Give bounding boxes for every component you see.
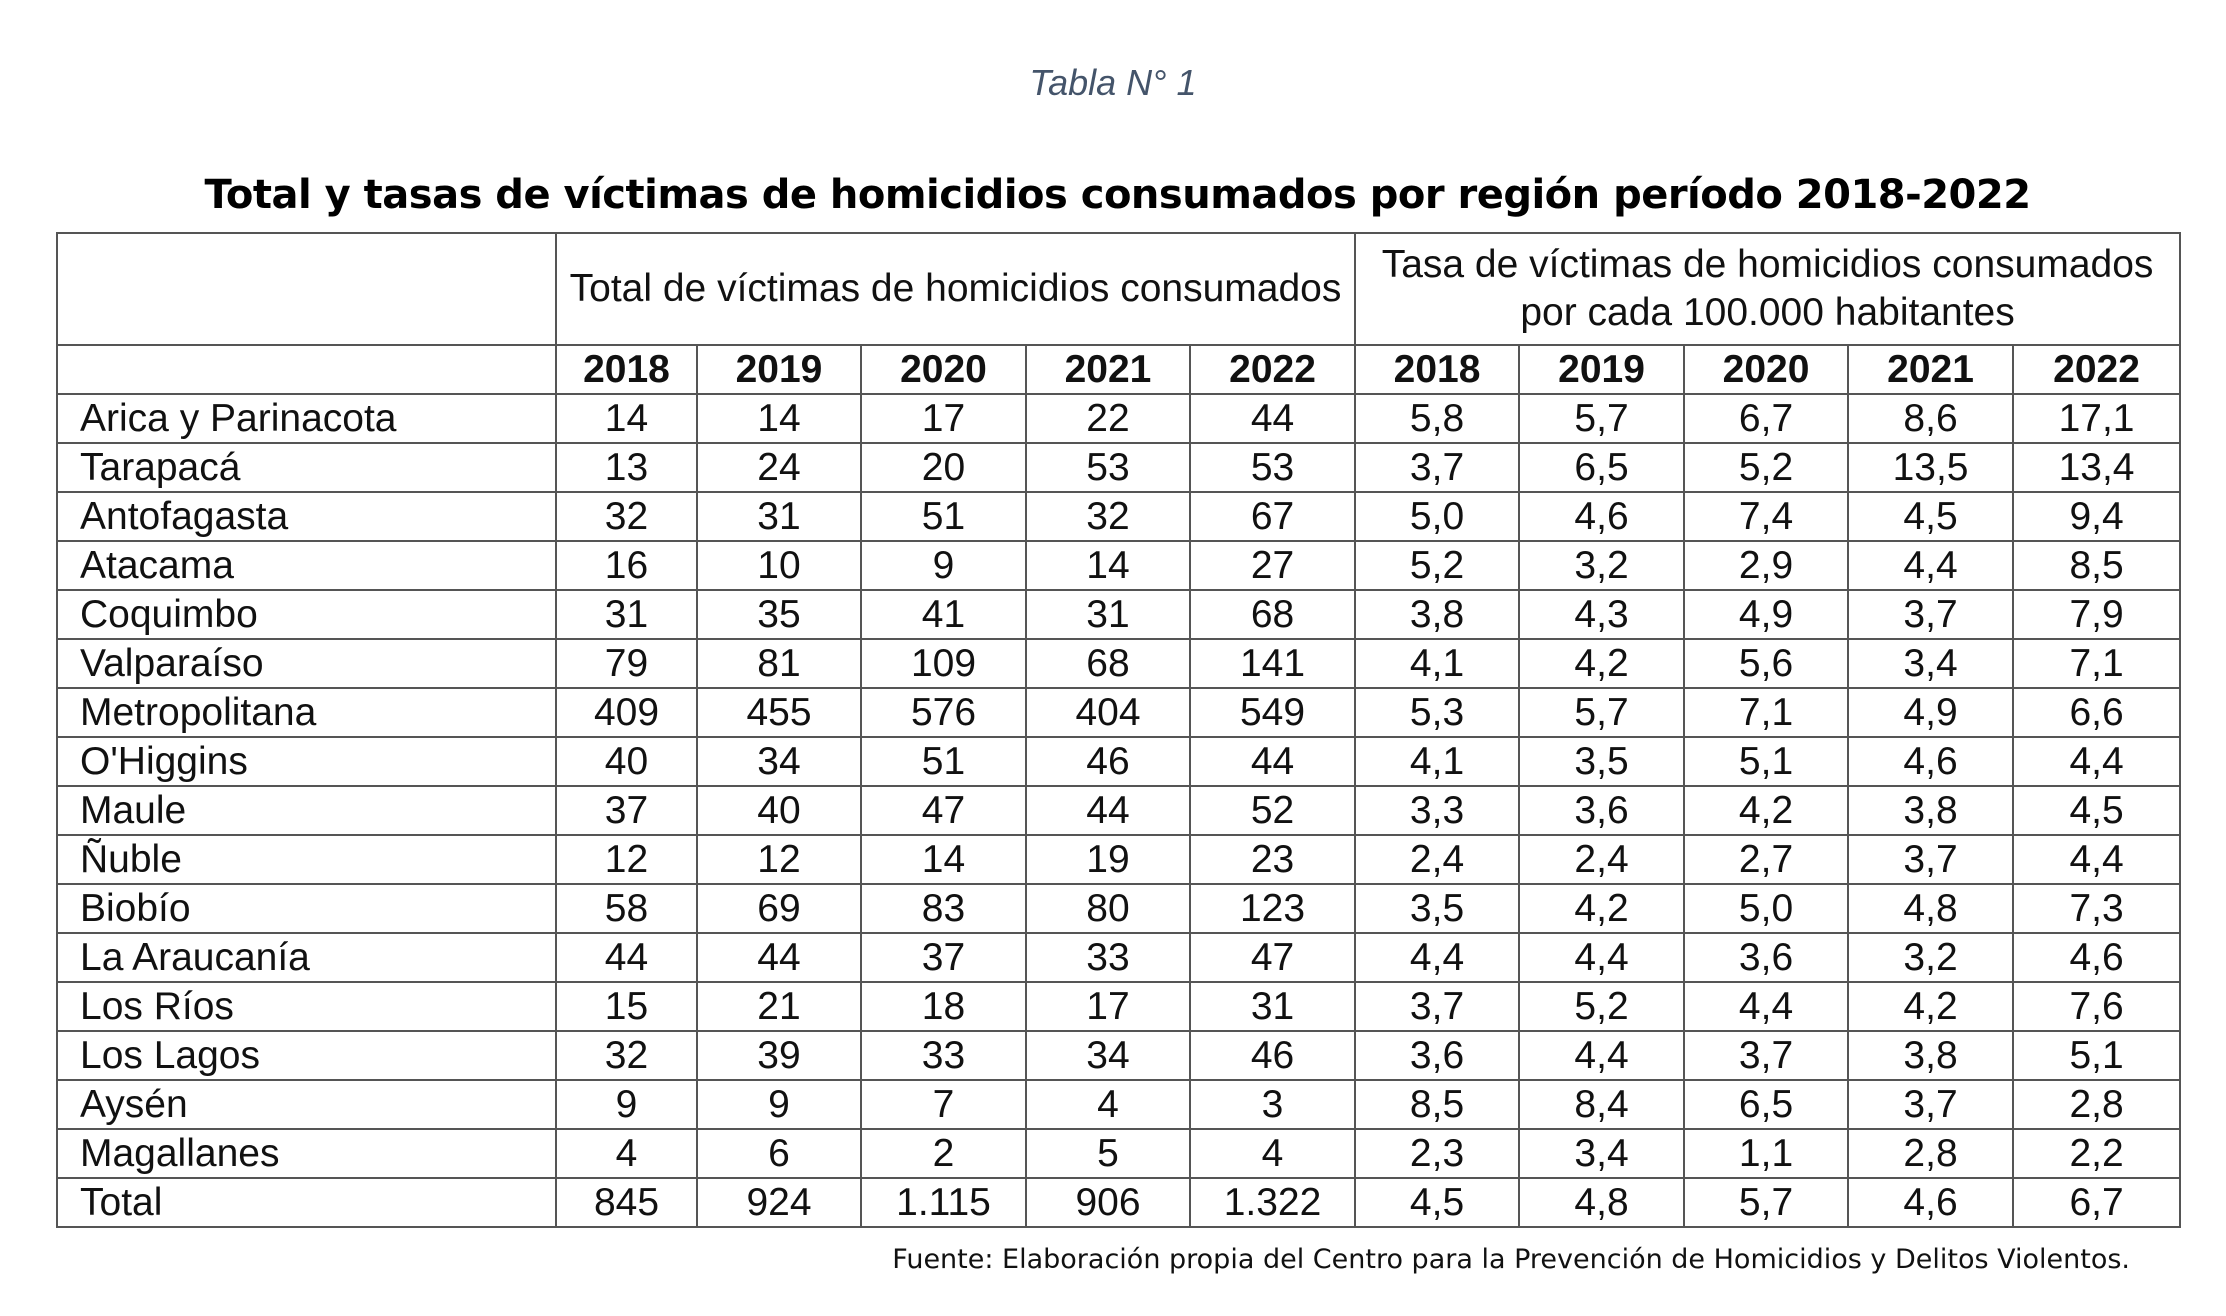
total-cell: 6 (697, 1129, 861, 1178)
total-cell: 33 (1026, 933, 1190, 982)
total-cell: 18 (861, 982, 1026, 1031)
year-header-rate-2021: 2021 (1848, 345, 2013, 394)
total-cell: 845 (556, 1178, 697, 1227)
year-header-rate-2022: 2022 (2013, 345, 2180, 394)
table-row (57, 443, 2180, 492)
table-row (57, 1080, 2180, 1129)
rate-cell: 7,4 (1684, 492, 1848, 541)
rate-cell: 3,8 (1848, 1031, 2013, 1080)
rate-cell: 2,2 (2013, 1129, 2180, 1178)
total-cell: 15 (556, 982, 697, 1031)
homicides-table (56, 232, 2181, 1228)
year-header-rate-2019: 2019 (1519, 345, 1684, 394)
rate-cell: 4,1 (1355, 737, 1519, 786)
total-cell: 39 (697, 1031, 861, 1080)
table-row (57, 933, 2180, 982)
table-row (57, 835, 2180, 884)
rate-cell: 13,4 (2013, 443, 2180, 492)
table-row (57, 786, 2180, 835)
rate-cell: 7,1 (2013, 639, 2180, 688)
total-cell: 32 (556, 1031, 697, 1080)
rate-cell: 5,6 (1684, 639, 1848, 688)
total-cell: 141 (1190, 639, 1355, 688)
rate-cell: 2,4 (1519, 835, 1684, 884)
rate-cell: 5,3 (1355, 688, 1519, 737)
total-cell: 14 (556, 394, 697, 443)
region-cell: Arica y Parinacota (57, 394, 556, 443)
rate-cell: 3,2 (1848, 933, 2013, 982)
region-cell: La Araucanía (57, 933, 556, 982)
year-header-rate-2020: 2020 (1684, 345, 1848, 394)
total-cell: 51 (861, 492, 1026, 541)
year-corner-cell (57, 345, 556, 394)
rate-cell: 7,9 (2013, 590, 2180, 639)
total-cell: 44 (697, 933, 861, 982)
rate-cell: 3,6 (1355, 1031, 1519, 1080)
rate-cell: 4,4 (1684, 982, 1848, 1031)
rate-cell: 4,4 (1848, 541, 2013, 590)
rate-cell: 3,3 (1355, 786, 1519, 835)
rate-cell: 4,3 (1519, 590, 1684, 639)
table-row (57, 1031, 2180, 1080)
total-cell: 576 (861, 688, 1026, 737)
year-header-total-2021: 2021 (1026, 345, 1190, 394)
group-header-total: Total de víctimas de homicidios consumados (556, 233, 1355, 345)
total-cell: 35 (697, 590, 861, 639)
rate-cell: 4,2 (1684, 786, 1848, 835)
region-cell: Aysén (57, 1080, 556, 1129)
total-cell: 34 (1026, 1031, 1190, 1080)
total-cell: 924 (697, 1178, 861, 1227)
region-cell: Biobío (57, 884, 556, 933)
total-cell: 44 (1026, 786, 1190, 835)
rate-cell: 4,5 (2013, 786, 2180, 835)
total-cell: 9 (697, 1080, 861, 1129)
rate-cell: 6,7 (1684, 394, 1848, 443)
total-cell: 34 (697, 737, 861, 786)
rate-cell: 5,1 (1684, 737, 1848, 786)
rate-cell: 8,5 (1355, 1080, 1519, 1129)
rate-cell: 4,6 (2013, 933, 2180, 982)
rate-cell: 3,8 (1355, 590, 1519, 639)
region-cell: O'Higgins (57, 737, 556, 786)
rate-cell: 3,7 (1355, 982, 1519, 1031)
total-cell: 409 (556, 688, 697, 737)
rate-cell: 5,2 (1519, 982, 1684, 1031)
total-cell: 14 (1026, 541, 1190, 590)
rate-cell: 3,4 (1519, 1129, 1684, 1178)
rate-cell: 4,4 (2013, 737, 2180, 786)
rate-cell: 4,8 (1848, 884, 2013, 933)
rate-cell: 4,1 (1355, 639, 1519, 688)
table-title: Total y tasas de víctimas de homicidios consumados por región período 2018-2022 (204, 172, 2031, 218)
total-cell: 7 (861, 1080, 1026, 1129)
rate-cell: 1,1 (1684, 1129, 1848, 1178)
rate-cell: 6,7 (2013, 1178, 2180, 1227)
rate-cell: 4,6 (1848, 737, 2013, 786)
total-cell: 12 (697, 835, 861, 884)
table-row (57, 1129, 2180, 1178)
total-cell: 47 (861, 786, 1026, 835)
rate-cell: 17,1 (2013, 394, 2180, 443)
rate-cell: 13,5 (1848, 443, 2013, 492)
source-note: Fuente: Elaboración propia del Centro para la Prevención de Homicidios y Delitos Violentos. (892, 1244, 2130, 1275)
rate-cell: 8,6 (1848, 394, 2013, 443)
region-cell: Metropolitana (57, 688, 556, 737)
table-row (57, 541, 2180, 590)
year-header-rate-2018: 2018 (1355, 345, 1519, 394)
region-cell: Magallanes (57, 1129, 556, 1178)
total-cell: 40 (556, 737, 697, 786)
total-cell: 5 (1026, 1129, 1190, 1178)
rate-cell: 5,1 (2013, 1031, 2180, 1080)
total-cell: 4 (1190, 1129, 1355, 1178)
total-cell: 40 (697, 786, 861, 835)
rate-cell: 3,5 (1355, 884, 1519, 933)
rate-cell: 3,6 (1519, 786, 1684, 835)
total-cell: 27 (1190, 541, 1355, 590)
table-row (57, 639, 2180, 688)
total-cell: 123 (1190, 884, 1355, 933)
total-cell: 23 (1190, 835, 1355, 884)
total-cell: 32 (556, 492, 697, 541)
rate-cell: 3,7 (1848, 1080, 2013, 1129)
total-cell: 19 (1026, 835, 1190, 884)
total-cell: 53 (1026, 443, 1190, 492)
rate-cell: 4,6 (1848, 1178, 2013, 1227)
total-cell: 44 (1190, 394, 1355, 443)
total-cell: 67 (1190, 492, 1355, 541)
total-cell: 32 (1026, 492, 1190, 541)
rate-cell: 2,8 (2013, 1080, 2180, 1129)
year-header-total-2019: 2019 (697, 345, 861, 394)
table-caption: Tabla N° 1 (1029, 62, 1197, 103)
rate-cell: 3,6 (1684, 933, 1848, 982)
total-cell: 79 (556, 639, 697, 688)
rate-cell: 7,3 (2013, 884, 2180, 933)
total-cell: 14 (697, 394, 861, 443)
rate-cell: 2,8 (1848, 1129, 2013, 1178)
rate-cell: 4,2 (1519, 884, 1684, 933)
year-header-total-2018: 2018 (556, 345, 697, 394)
total-cell: 3 (1190, 1080, 1355, 1129)
total-cell: 2 (861, 1129, 1026, 1178)
total-cell: 31 (1026, 590, 1190, 639)
table-row (57, 884, 2180, 933)
total-cell: 455 (697, 688, 861, 737)
total-cell: 21 (697, 982, 861, 1031)
rate-cell: 5,7 (1519, 688, 1684, 737)
group-header-rate: Tasa de víctimas de homicidios consumados por cada 100.000 habitantes (1355, 233, 2180, 345)
rate-cell: 9,4 (2013, 492, 2180, 541)
total-cell: 109 (861, 639, 1026, 688)
rate-cell: 3,4 (1848, 639, 2013, 688)
rate-cell: 3,7 (1684, 1031, 1848, 1080)
rate-cell: 6,5 (1684, 1080, 1848, 1129)
rate-cell: 4,4 (1519, 933, 1684, 982)
rate-cell: 8,4 (1519, 1080, 1684, 1129)
year-header-total-2020: 2020 (861, 345, 1026, 394)
region-cell: Los Ríos (57, 982, 556, 1031)
total-cell: 12 (556, 835, 697, 884)
region-cell: Maule (57, 786, 556, 835)
rate-cell: 4,2 (1519, 639, 1684, 688)
total-cell: 22 (1026, 394, 1190, 443)
table-row (57, 982, 2180, 1031)
rate-cell: 4,9 (1684, 590, 1848, 639)
table-body (57, 394, 2180, 1227)
rate-cell: 4,8 (1519, 1178, 1684, 1227)
rate-cell: 5,0 (1355, 492, 1519, 541)
total-cell: 17 (1026, 982, 1190, 1031)
total-cell: 37 (861, 933, 1026, 982)
total-cell: 24 (697, 443, 861, 492)
rate-cell: 2,9 (1684, 541, 1848, 590)
rate-cell: 5,8 (1355, 394, 1519, 443)
rate-cell: 6,6 (2013, 688, 2180, 737)
total-cell: 68 (1190, 590, 1355, 639)
region-cell: Los Lagos (57, 1031, 556, 1080)
region-cell: Antofagasta (57, 492, 556, 541)
region-cell: Ñuble (57, 835, 556, 884)
total-cell: 13 (556, 443, 697, 492)
rate-cell: 4,6 (1519, 492, 1684, 541)
rate-cell: 7,6 (2013, 982, 2180, 1031)
rate-cell: 3,7 (1848, 835, 2013, 884)
rate-cell: 4,9 (1848, 688, 2013, 737)
rate-cell: 5,7 (1519, 394, 1684, 443)
rate-cell: 8,5 (2013, 541, 2180, 590)
total-cell: 46 (1190, 1031, 1355, 1080)
table-row (57, 1178, 2180, 1227)
total-cell: 58 (556, 884, 697, 933)
total-cell: 549 (1190, 688, 1355, 737)
total-cell: 41 (861, 590, 1026, 639)
table-row (57, 737, 2180, 786)
total-cell: 44 (556, 933, 697, 982)
rate-cell: 2,3 (1355, 1129, 1519, 1178)
year-header-row (57, 345, 2180, 394)
rate-cell: 5,7 (1684, 1178, 1848, 1227)
total-cell: 31 (556, 590, 697, 639)
total-cell: 10 (697, 541, 861, 590)
total-cell: 33 (861, 1031, 1026, 1080)
total-cell: 69 (697, 884, 861, 933)
rate-cell: 3,2 (1519, 541, 1684, 590)
rate-cell: 3,7 (1355, 443, 1519, 492)
rate-cell: 7,1 (1684, 688, 1848, 737)
rate-cell: 3,7 (1848, 590, 2013, 639)
group-header-row (57, 233, 2180, 345)
total-cell: 16 (556, 541, 697, 590)
corner-cell (57, 233, 556, 345)
rate-cell: 4,4 (2013, 835, 2180, 884)
region-cell: Atacama (57, 541, 556, 590)
rate-cell: 4,2 (1848, 982, 2013, 1031)
rate-cell: 5,0 (1684, 884, 1848, 933)
rate-cell: 3,8 (1848, 786, 2013, 835)
total-cell: 1.115 (861, 1178, 1026, 1227)
table-row (57, 688, 2180, 737)
rate-cell: 3,5 (1519, 737, 1684, 786)
total-cell: 906 (1026, 1178, 1190, 1227)
rate-cell: 6,5 (1519, 443, 1684, 492)
total-cell: 53 (1190, 443, 1355, 492)
rate-cell: 5,2 (1684, 443, 1848, 492)
total-cell: 31 (697, 492, 861, 541)
year-header-total-2022: 2022 (1190, 345, 1355, 394)
rate-cell: 5,2 (1355, 541, 1519, 590)
total-cell: 4 (556, 1129, 697, 1178)
total-cell: 47 (1190, 933, 1355, 982)
total-cell: 9 (861, 541, 1026, 590)
rate-cell: 2,4 (1355, 835, 1519, 884)
total-cell: 31 (1190, 982, 1355, 1031)
rate-cell: 4,5 (1848, 492, 2013, 541)
total-cell: 81 (697, 639, 861, 688)
total-cell: 20 (861, 443, 1026, 492)
rate-cell: 4,5 (1355, 1178, 1519, 1227)
region-cell: Coquimbo (57, 590, 556, 639)
total-cell: 83 (861, 884, 1026, 933)
table-row (57, 492, 2180, 541)
rate-cell: 2,7 (1684, 835, 1848, 884)
total-cell: 17 (861, 394, 1026, 443)
table-row (57, 394, 2180, 443)
region-cell: Total (57, 1178, 556, 1227)
total-cell: 68 (1026, 639, 1190, 688)
total-cell: 9 (556, 1080, 697, 1129)
total-cell: 46 (1026, 737, 1190, 786)
total-cell: 80 (1026, 884, 1190, 933)
rate-cell: 4,4 (1519, 1031, 1684, 1080)
table-row (57, 590, 2180, 639)
region-cell: Tarapacá (57, 443, 556, 492)
total-cell: 44 (1190, 737, 1355, 786)
rate-cell: 4,4 (1355, 933, 1519, 982)
region-cell: Valparaíso (57, 639, 556, 688)
total-cell: 404 (1026, 688, 1190, 737)
total-cell: 4 (1026, 1080, 1190, 1129)
total-cell: 52 (1190, 786, 1355, 835)
total-cell: 37 (556, 786, 697, 835)
total-cell: 14 (861, 835, 1026, 884)
total-cell: 1.322 (1190, 1178, 1355, 1227)
total-cell: 51 (861, 737, 1026, 786)
